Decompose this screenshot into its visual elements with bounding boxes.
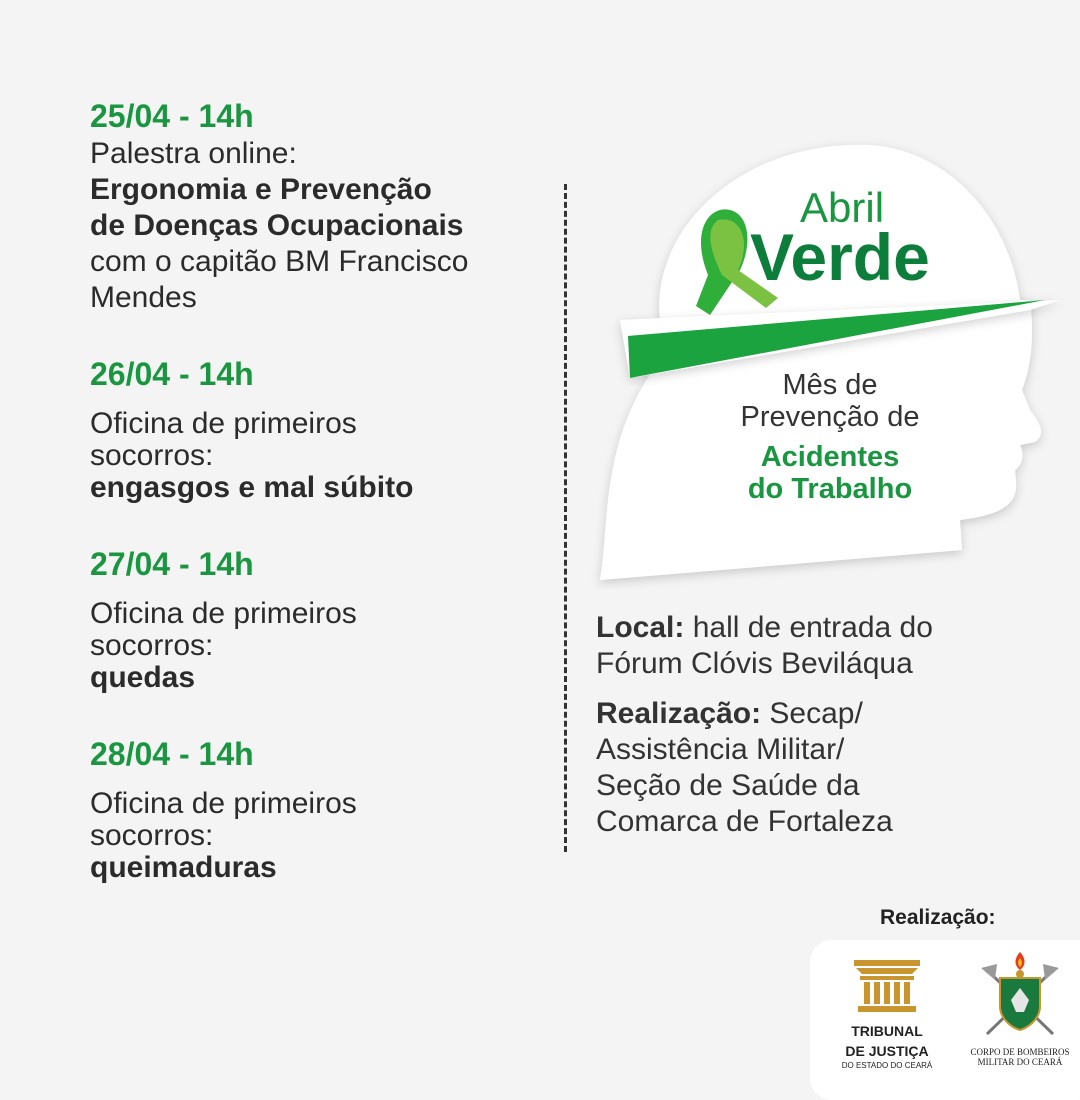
event-4 [90, 734, 560, 886]
firefighter-emblem-icon [977, 950, 1063, 1042]
event-speaker: Mendes [90, 281, 197, 314]
event-speaker: com o capitão BM Francisco [90, 245, 469, 278]
event-type: Oficina de primeiros [90, 597, 357, 630]
campaign-highlight: Acidentes [760, 441, 900, 473]
tribunal-name: TRIBUNAL [851, 1023, 923, 1039]
dashed-divider [564, 184, 567, 852]
event-info [596, 610, 1036, 854]
footer-title: Realização: [880, 906, 996, 929]
schedule-list [90, 96, 560, 886]
location-label: Local: [596, 611, 685, 644]
event-topic: quedas [90, 661, 196, 694]
event-type: Oficina de primeiros [90, 787, 357, 820]
location-info [596, 610, 1036, 682]
campaign-highlight: do Trabalho [747, 473, 913, 505]
event-type: Oficina de primeiros [90, 407, 357, 440]
helmet-head-illustration [590, 110, 1070, 590]
location-value: hall de entrada do [692, 611, 933, 644]
organizer-label: Realização: [596, 697, 762, 730]
event-topic: engasgos e mal súbito [90, 471, 414, 504]
event-type: Palestra online: [90, 137, 297, 170]
tribunal-logo [832, 958, 942, 1070]
organizer-info [596, 696, 1036, 840]
tribunal-subtitle: DO ESTADO DO CEARÁ [841, 1061, 933, 1070]
courthouse-icon [852, 958, 922, 1014]
organizer-value: Comarca de Fortaleza [596, 805, 893, 838]
event-type: socorros: [90, 819, 214, 852]
location-value: Fórum Clóvis Beviláqua [596, 647, 913, 680]
organizer-value: Assistência Militar/ [596, 733, 845, 766]
event-date: 25/04 - 14h [90, 98, 254, 134]
campaign-subtitle: Mês de [782, 369, 878, 401]
organizer-value: Secap/ [769, 697, 863, 730]
event-3 [90, 544, 560, 696]
event-type: socorros: [90, 439, 214, 472]
event-type: socorros: [90, 629, 214, 662]
event-topic: Ergonomia e Prevenção [90, 173, 432, 206]
event-topic: de Doenças Ocupacionais [90, 209, 464, 242]
event-date: 28/04 - 14h [90, 736, 254, 772]
organizer-value: Seção de Saúde da [596, 769, 860, 802]
event-topic: queimaduras [90, 851, 277, 884]
campaign-subtitle: Prevenção de [740, 401, 920, 433]
event-date: 27/04 - 14h [90, 546, 254, 582]
event-date: 26/04 - 14h [90, 356, 254, 392]
tribunal-name: DE JUSTIÇA [845, 1043, 929, 1059]
event-2 [90, 354, 560, 506]
campaign-verde: Verde [750, 220, 930, 294]
event-1 [90, 96, 560, 316]
bombeiros-name: MILITAR DO CEARÁ [977, 1057, 1063, 1067]
bombeiros-name: CORPO DE BOMBEIROS [970, 1047, 1070, 1057]
bombeiros-logo [970, 950, 1070, 1067]
campaign-abril: Abril [800, 184, 885, 231]
